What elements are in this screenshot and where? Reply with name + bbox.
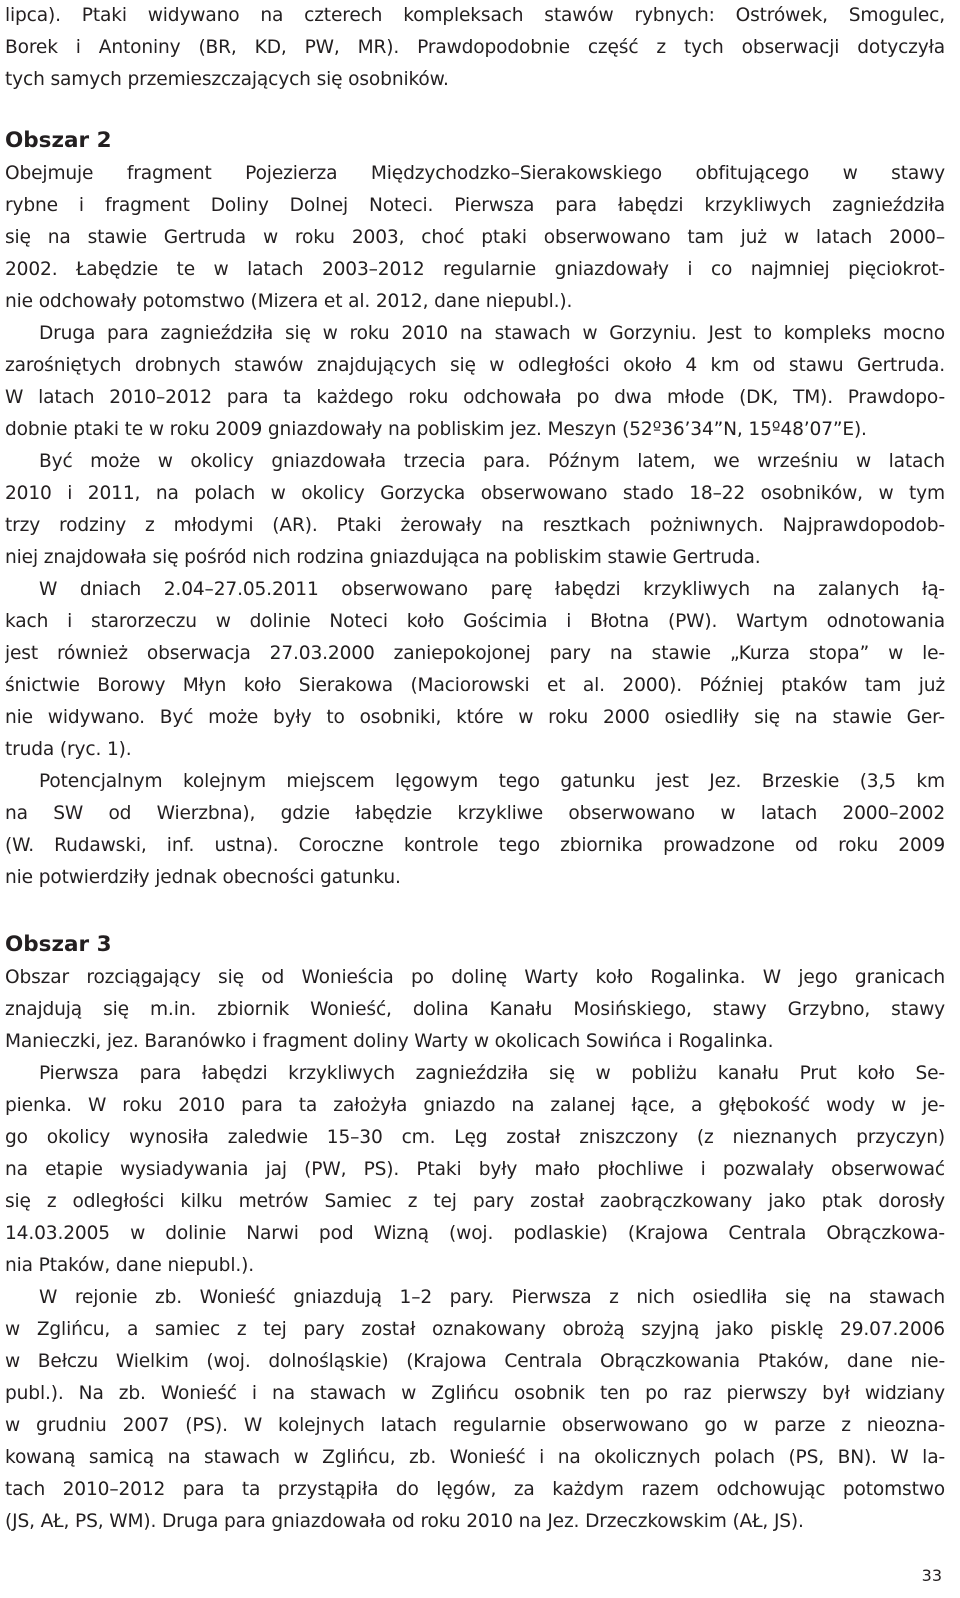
text-line: znajdują się m.in. zbiornik Wonieść, dolina Kanału Mosińskiego, stawy Grzybno, stawy	[5, 999, 945, 1020]
text-line: nia Ptaków, dane niepubl.).	[5, 1255, 254, 1276]
section-heading: Obszar 3	[5, 932, 112, 957]
intro-paragraph	[5, 0, 945, 96]
text-line: lipca). Ptaki widywano na czterech kompleksach stawów rybnych: Ostrówek, Smogulec,	[5, 5, 945, 26]
text-line: Druga para zagnieździła się w roku 2010 na stawach w Gorzyniu. Jest to kompleks mocno	[39, 323, 945, 344]
text-line: tach 2010–2012 para ta przystąpiła do lęgów, za każdym razem odchowując potomstwo	[5, 1479, 945, 1500]
text-line: Obszar rozciągający się od Wonieścia po dolinę Warty koło Rogalinka. W jego granicach	[5, 967, 945, 988]
text-line: się na stawie Gertruda w roku 2003, choć ptaki obserwowano tam już w latach 2000–	[5, 227, 945, 248]
text-line: (W. Rudawski, inf. ustna). Coroczne kontrole tego zbiornika prowadzone od roku 2009	[5, 835, 945, 856]
text-line: Manieczki, jez. Baranówko i fragment doliny Warty w okolicach Sowińca i Rogalinka.	[5, 1031, 774, 1052]
paragraph	[5, 1058, 945, 1282]
paragraph	[5, 318, 945, 446]
section-area-3	[5, 928, 945, 1538]
text-line: rybne i fragment Doliny Dolnej Noteci. Pierwsza para łabędzi krzykliwych zagnieździła	[5, 195, 945, 216]
text-line: 2010 i 2011, na polach w okolicy Gorzycka obserwowano stado 18–22 osobników, w tym	[5, 483, 945, 504]
text-line: niej znajdowała się pośród nich rodzina gniazdująca na pobliskim stawie Gertruda.	[5, 547, 761, 568]
text-line: Obejmuje fragment Pojezierza Międzychodzko–Sierakowskiego obfitującego w stawy	[5, 163, 945, 184]
paragraph	[5, 446, 945, 574]
text-line: się z odległości kilku metrów Samiec z tej pary został zaobrączkowany jako ptak dorosły	[5, 1191, 945, 1212]
text-line: Pierwsza para łabędzi krzykliwych zagnieździła się w pobliżu kanału Prut koło Se-	[39, 1063, 945, 1084]
section-heading: Obszar 2	[5, 128, 112, 153]
paragraph	[5, 158, 945, 318]
text-line: kach i starorzeczu w dolinie Noteci koło Gościmia i Błotna (PW). Wartym odnotowania	[5, 611, 945, 632]
paragraph	[5, 574, 945, 766]
text-line: (JS, AŁ, PS, WM). Druga para gniazdowała od roku 2010 na Jez. Drzeczkowskim (AŁ, JS).	[5, 1511, 804, 1532]
page-number: 33	[921, 1566, 942, 1585]
text-line: w Zglińcu, a samiec z tej pary został oznakowany obrożą szyjną jako pisklę 29.07.2006	[5, 1319, 945, 1340]
text-line: na etapie wysiadywania jaj (PW, PS). Ptaki były mało płochliwe i pozwalały obserwować	[5, 1159, 945, 1180]
text-line: jest również obserwacja 27.03.2000 zaniepokojonej pary na stawie „Kurza stopa” w le-	[5, 643, 945, 664]
text-line: W rejonie zb. Wonieść gniazdują 1–2 pary. Pierwsza z nich osiedliła się na stawach	[39, 1287, 945, 1308]
text-line: W dniach 2.04–27.05.2011 obserwowano parę łabędzi krzykliwych na zalanych łą-	[39, 579, 945, 600]
text-line: 2002. Łabędzie te w latach 2003–2012 regularnie gniazdowały i co najmniej pięciokrot-	[5, 259, 945, 280]
document-page	[5, 0, 945, 1538]
section-area-2	[5, 124, 945, 894]
text-line: Borek i Antoniny (BR, KD, PW, MR). Prawdopodobnie część z tych obserwacji dotyczyła	[5, 37, 945, 58]
text-line: truda (ryc. 1).	[5, 739, 132, 760]
text-line: kowaną samicą na stawach w Zglińcu, zb. Wonieść i na okolicznych polach (PS, BN). W la-	[5, 1447, 945, 1468]
text-line: w grudniu 2007 (PS). W kolejnych latach regularnie obserwowano go w parze z nieozna-	[5, 1415, 945, 1436]
paragraph	[5, 1282, 945, 1538]
text-line: Potencjalnym kolejnym miejscem lęgowym tego gatunku jest Jez. Brzeskie (3,5 km	[39, 771, 945, 792]
text-line: nie odchowały potomstwo (Mizera et al. 2012, dane niepubl.).	[5, 291, 573, 312]
spacer	[5, 894, 945, 928]
text-line: Być może w okolicy gniazdowała trzecia para. Późnym latem, we wrześniu w latach	[39, 451, 945, 472]
spacer	[5, 96, 945, 124]
text-line: zarośniętych drobnych stawów znajdujących się w odległości około 4 km od stawu Gertruda.	[5, 355, 945, 376]
text-line: 14.03.2005 w dolinie Narwi pod Wizną (woj. podlaskie) (Krajowa Centrala Obrączkowa-	[5, 1223, 945, 1244]
text-line: W latach 2010–2012 para ta każdego roku odchowała po dwa młode (DK, TM). Prawdopo-	[5, 387, 945, 408]
text-line: śnictwie Borowy Młyn koło Sierakowa (Maciorowski et al. 2000). Później ptaków tam już	[5, 675, 945, 696]
text-line: w Bełczu Wielkim (woj. dolnośląskie) (Krajowa Centrala Obrączkowania Ptaków, dane nie-	[5, 1351, 945, 1372]
text-line: nie widywano. Być może były to osobniki, które w roku 2000 osiedliły się na stawie Ger-	[5, 707, 945, 728]
text-line: na SW od Wierzbna), gdzie łabędzie krzykliwe obserwowano w latach 2000–2002	[5, 803, 945, 824]
paragraph	[5, 962, 945, 1058]
text-line: dobnie ptaki te w roku 2009 gniazdowały na pobliskim jez. Meszyn (52º36’34”N, 15º48’07”E).	[5, 419, 867, 440]
text-line: pienka. W roku 2010 para ta założyła gniazdo na zalanej łące, a głębokość wody w je-	[5, 1095, 945, 1116]
text-line: nie potwierdziły jednak obecności gatunku.	[5, 867, 401, 888]
paragraph	[5, 766, 945, 894]
text-line: trzy rodziny z młodymi (AR). Ptaki żerowały na resztkach pożniwnych. Najprawdopodob-	[5, 515, 945, 536]
text-line: publ.). Na zb. Wonieść i na stawach w Zglińcu osobnik ten po raz pierwszy był widziany	[5, 1383, 945, 1404]
text-line: go okolicy wynosiła zaledwie 15–30 cm. Lęg został zniszczony (z nieznanych przyczyn)	[5, 1127, 945, 1148]
text-line: tych samych przemieszczających się osobników.	[5, 69, 449, 90]
